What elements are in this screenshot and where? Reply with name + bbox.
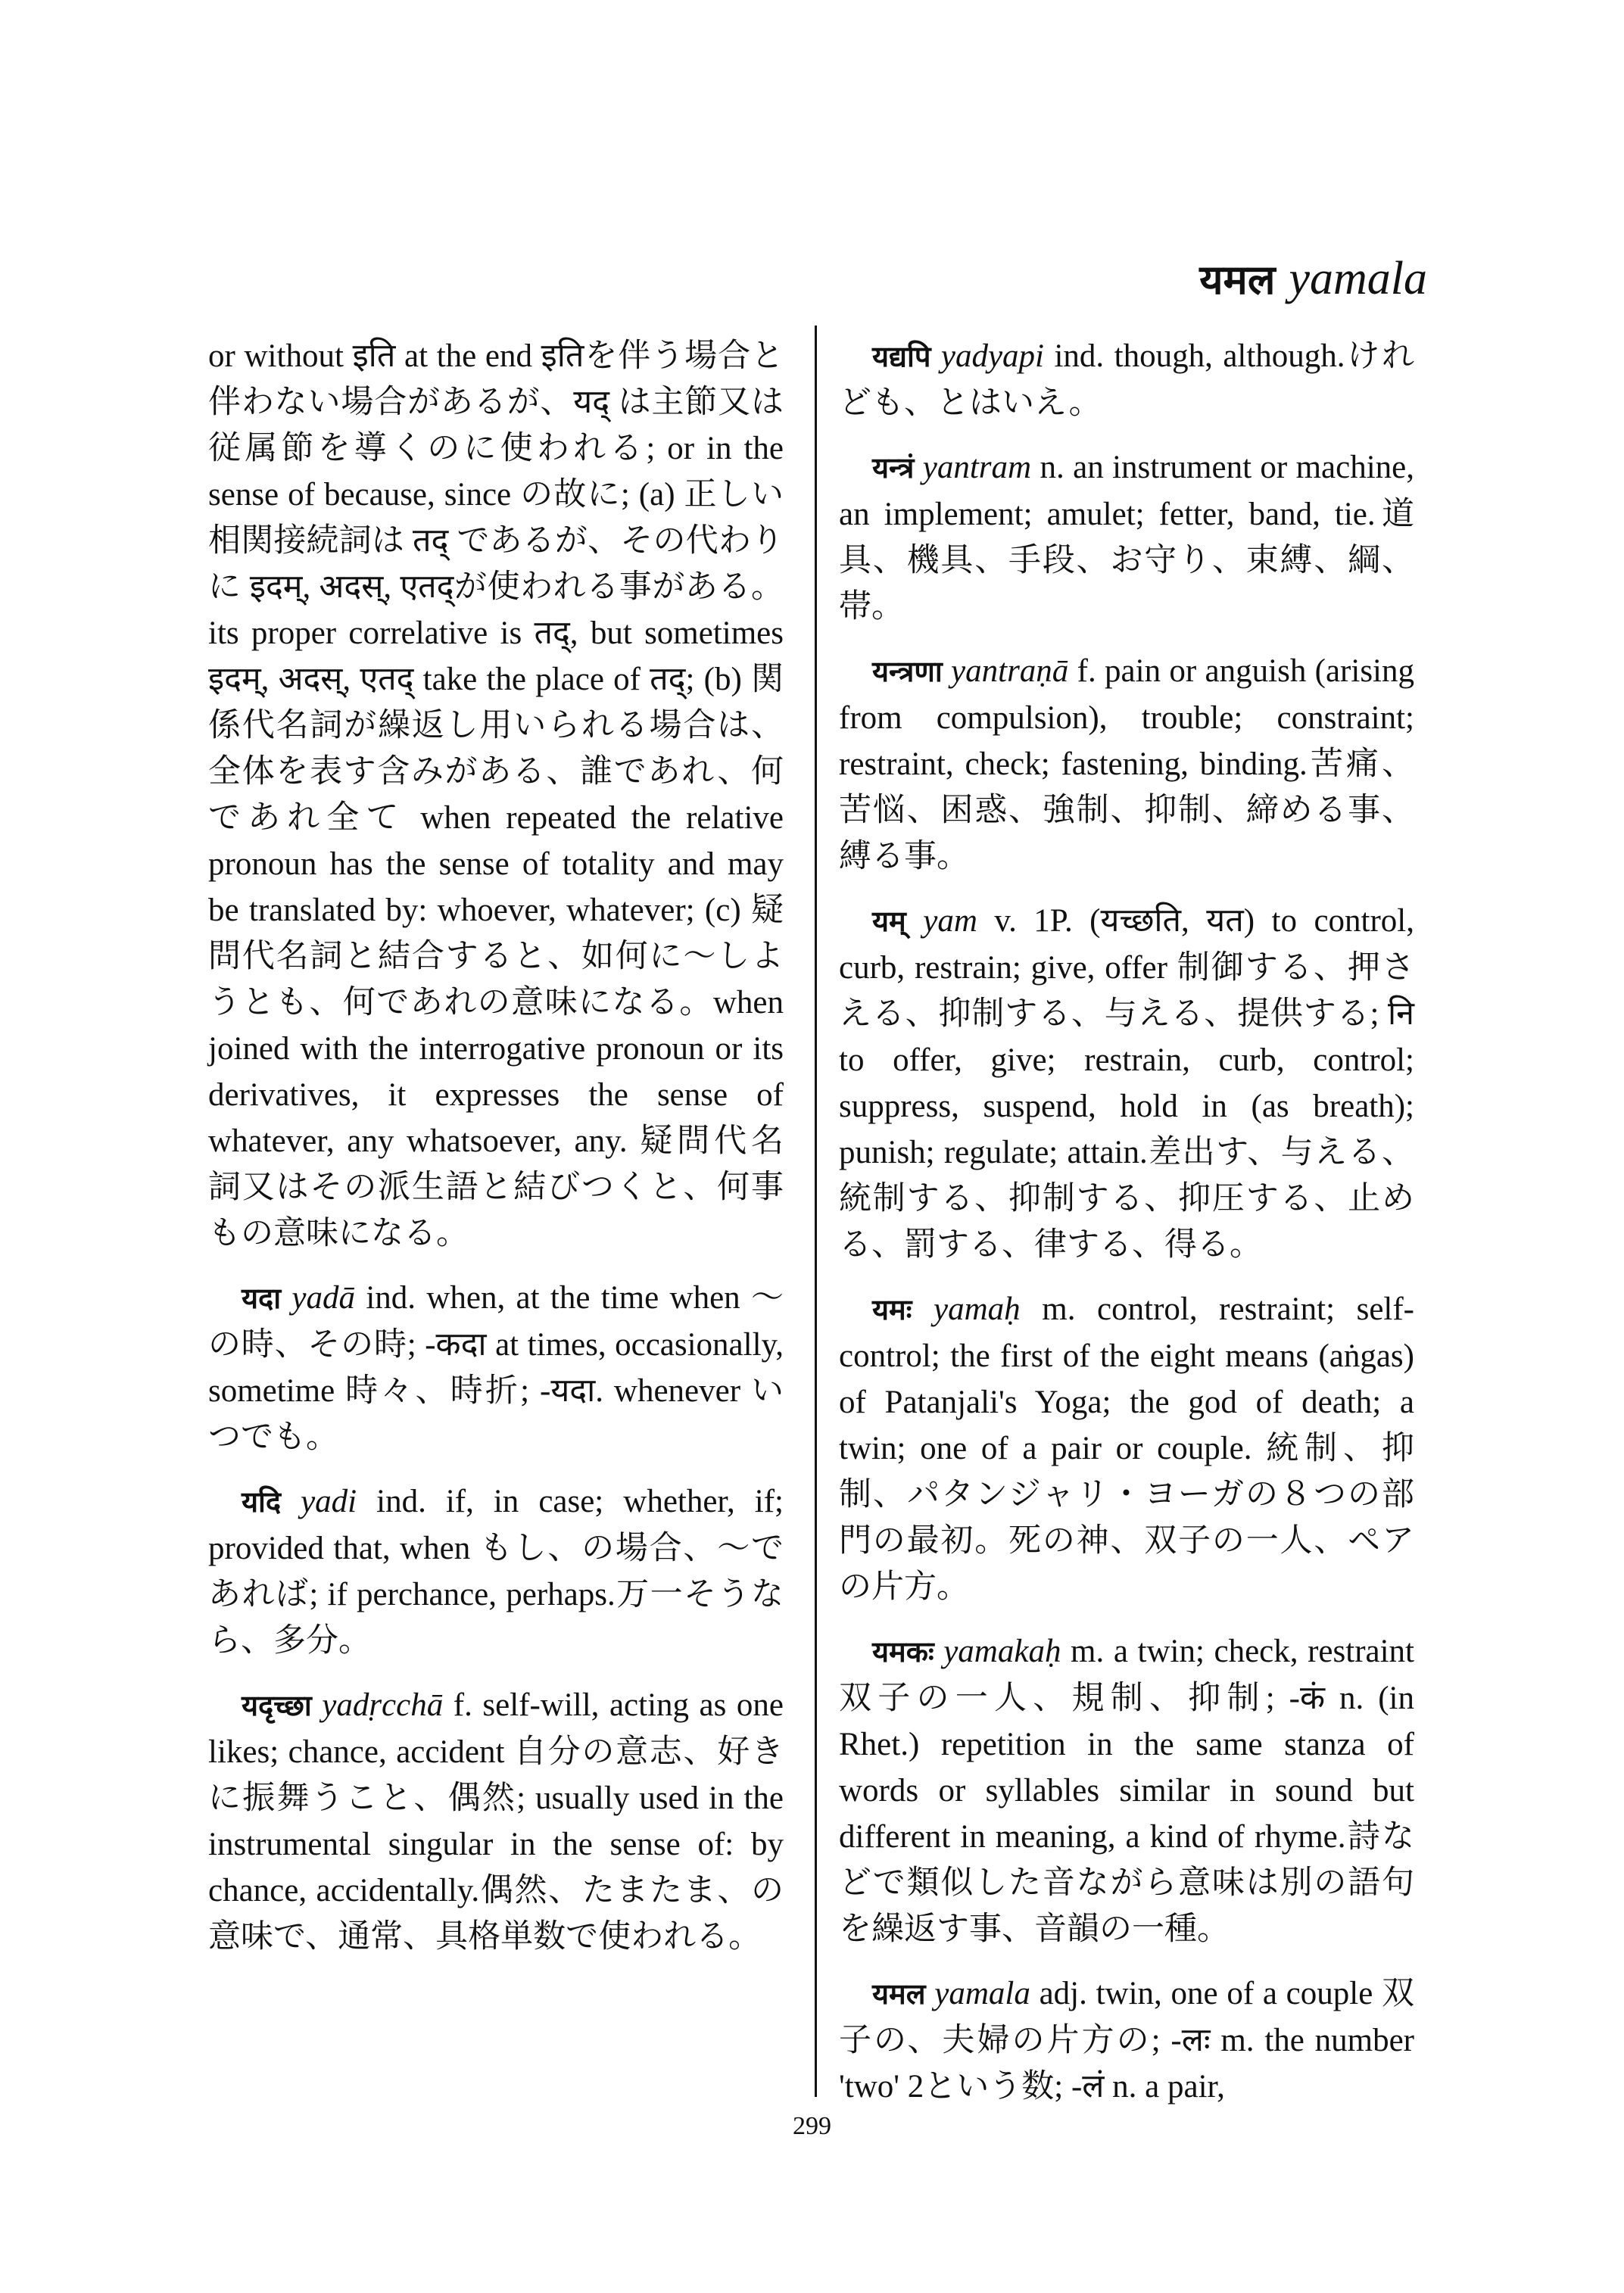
header-roman: yamala — [1289, 253, 1427, 304]
entry-yamala — [839, 1971, 1414, 2110]
entry-yamakah — [839, 1628, 1414, 1952]
entry-yantrana — [839, 648, 1414, 880]
transliteration: yamakaḥ — [943, 1634, 1061, 1669]
headword: यदा — [242, 1282, 282, 1315]
header-devanagari: यमल — [1199, 256, 1276, 304]
transliteration: yamaḥ — [934, 1291, 1021, 1327]
continued-entry: or without इति at the end इतिを伴う場合と伴わない場合があるが、यद् は主節又は従属節を導くのに使われる; or in the sense of because, since の故に; (a) 正しい相関接続詞は तद् であるが、その代わりに इदम्, अदस्, एतद्が使われる事がある。its proper correlative is तद्, but sometimes इदम्, अदस्, एतद् take the place of तद्; (b) 関係代名詞が繰返し用いられる場合は、全体を表す含みがある、誰であれ、何であれ全て when repeated the relative pronoun has the sense of totality and may be translated by: whoever, whatever; (c) 疑問代名詞と結合すると、如何に〜しようとも、何であれの意味になる。when joined with the interrogative pronoun or its derivatives, it expresses the sense of whatever, any whatsoever, any. 疑問代名詞又はその派生語と結びつくと、何事もの意味になる。 — [208, 338, 784, 1251]
entry-yantram — [839, 444, 1414, 630]
headword: यद्यपि — [872, 340, 931, 373]
definition: m. a twin; check, restraint双子の一人、規制、抑制; -कं n. (in Rhet.) repetition in the same stanza of words or syllables similar in sound but different in meaning, a kind of rhyme.詩などで類似した音ながら意味は別の語句を繰返す事、音韻の一種。 — [839, 1634, 1414, 1947]
right-column — [839, 333, 1414, 2128]
transliteration: yantram — [922, 450, 1032, 485]
definition: m. control, restraint; self-control; the first of the eight means (aṅgas) of Patanjali's Yoga; the god of death; a twin; one of a pair or couple. 統制、抑制、パタンジャリ・ヨーガの８つの部門の最初。死の神、双子の一人、ペアの片方。 — [839, 1291, 1415, 1605]
headword: यन्त्रं — [872, 451, 915, 484]
entry-yamah — [839, 1286, 1414, 1610]
running-header — [1199, 250, 1427, 306]
definition: ind. when, at the time when 〜の時、その時; -कदा at times, occasionally, sometime 時々、時折; -यदा. whenever いつでも。 — [208, 1280, 784, 1455]
definition: ind. though, although.けれども、とはいえ。 — [839, 338, 1415, 421]
transliteration: yadā — [291, 1280, 355, 1316]
definition: adj. twin, one of a couple 双子の、夫婦の片方の; -लः m. the number 'two' 2という数; -लं n. a pair, — [839, 1976, 1415, 2105]
headword: यमः — [872, 1293, 912, 1326]
entry-yam — [839, 898, 1414, 1268]
definition: n. an instrument or machine, an implement; amulet; fetter, band, tie.道具、機具、手段、お守り、束縛、綱、帯。 — [839, 450, 1415, 625]
entry-yadyapi — [839, 333, 1414, 426]
left-column — [208, 333, 784, 1978]
definition: f. pain or anguish (arising from compulsion), trouble; constraint; restraint, check; fastening, binding.苦痛、苦悩、困惑、強制、抑制、締める事、縛る事。 — [839, 653, 1415, 874]
column-divider — [815, 326, 817, 2097]
transliteration: yantraṇā — [951, 653, 1069, 689]
definition: f. self-will, acting as one likes; chance, accident 自分の意志、好きに振舞うこと、偶然; usually used in the instrumental singular in the sense of: by chance, accidentally.偶然、たまたま、の意味で、通常、具格単数で使われる。 — [208, 1687, 784, 1955]
headword: यदृच्छा — [242, 1689, 312, 1722]
entry-yada — [208, 1275, 784, 1460]
definition: ind. if, in case; whether, if; provided that, when もし、の場合、〜であれば; if perchance, perhaps.万一そうなら、多分。 — [208, 1484, 784, 1659]
headword: यदि — [242, 1485, 282, 1519]
entry-yadriccha — [208, 1682, 784, 1960]
transliteration: yadṛcchā — [322, 1687, 444, 1723]
page-number: 299 — [793, 2112, 831, 2140]
transliteration: yadyapi — [940, 338, 1045, 374]
headword: यन्त्रणा — [872, 655, 943, 688]
entry-yadi — [208, 1478, 784, 1664]
headword: यमल — [872, 1977, 926, 2011]
definition: v. 1P. (यच्छति, यत) to control, curb, restrain; give, offer 制御する、押さえる、抑制する、与える、提供する; नि to offer, give; restrain, curb, control; suppress, suspend, hold in (as breath); punish; regulate; attain.差出す、与える、統制する、抑制する、抑圧する、止める、罰する、律する、得る。 — [839, 903, 1415, 1263]
headword: यम् — [872, 905, 906, 938]
transliteration: yamala — [934, 1976, 1030, 2011]
headword: यमकः — [872, 1635, 934, 1668]
transliteration: yam — [923, 903, 977, 939]
transliteration: yadi — [301, 1484, 357, 1519]
